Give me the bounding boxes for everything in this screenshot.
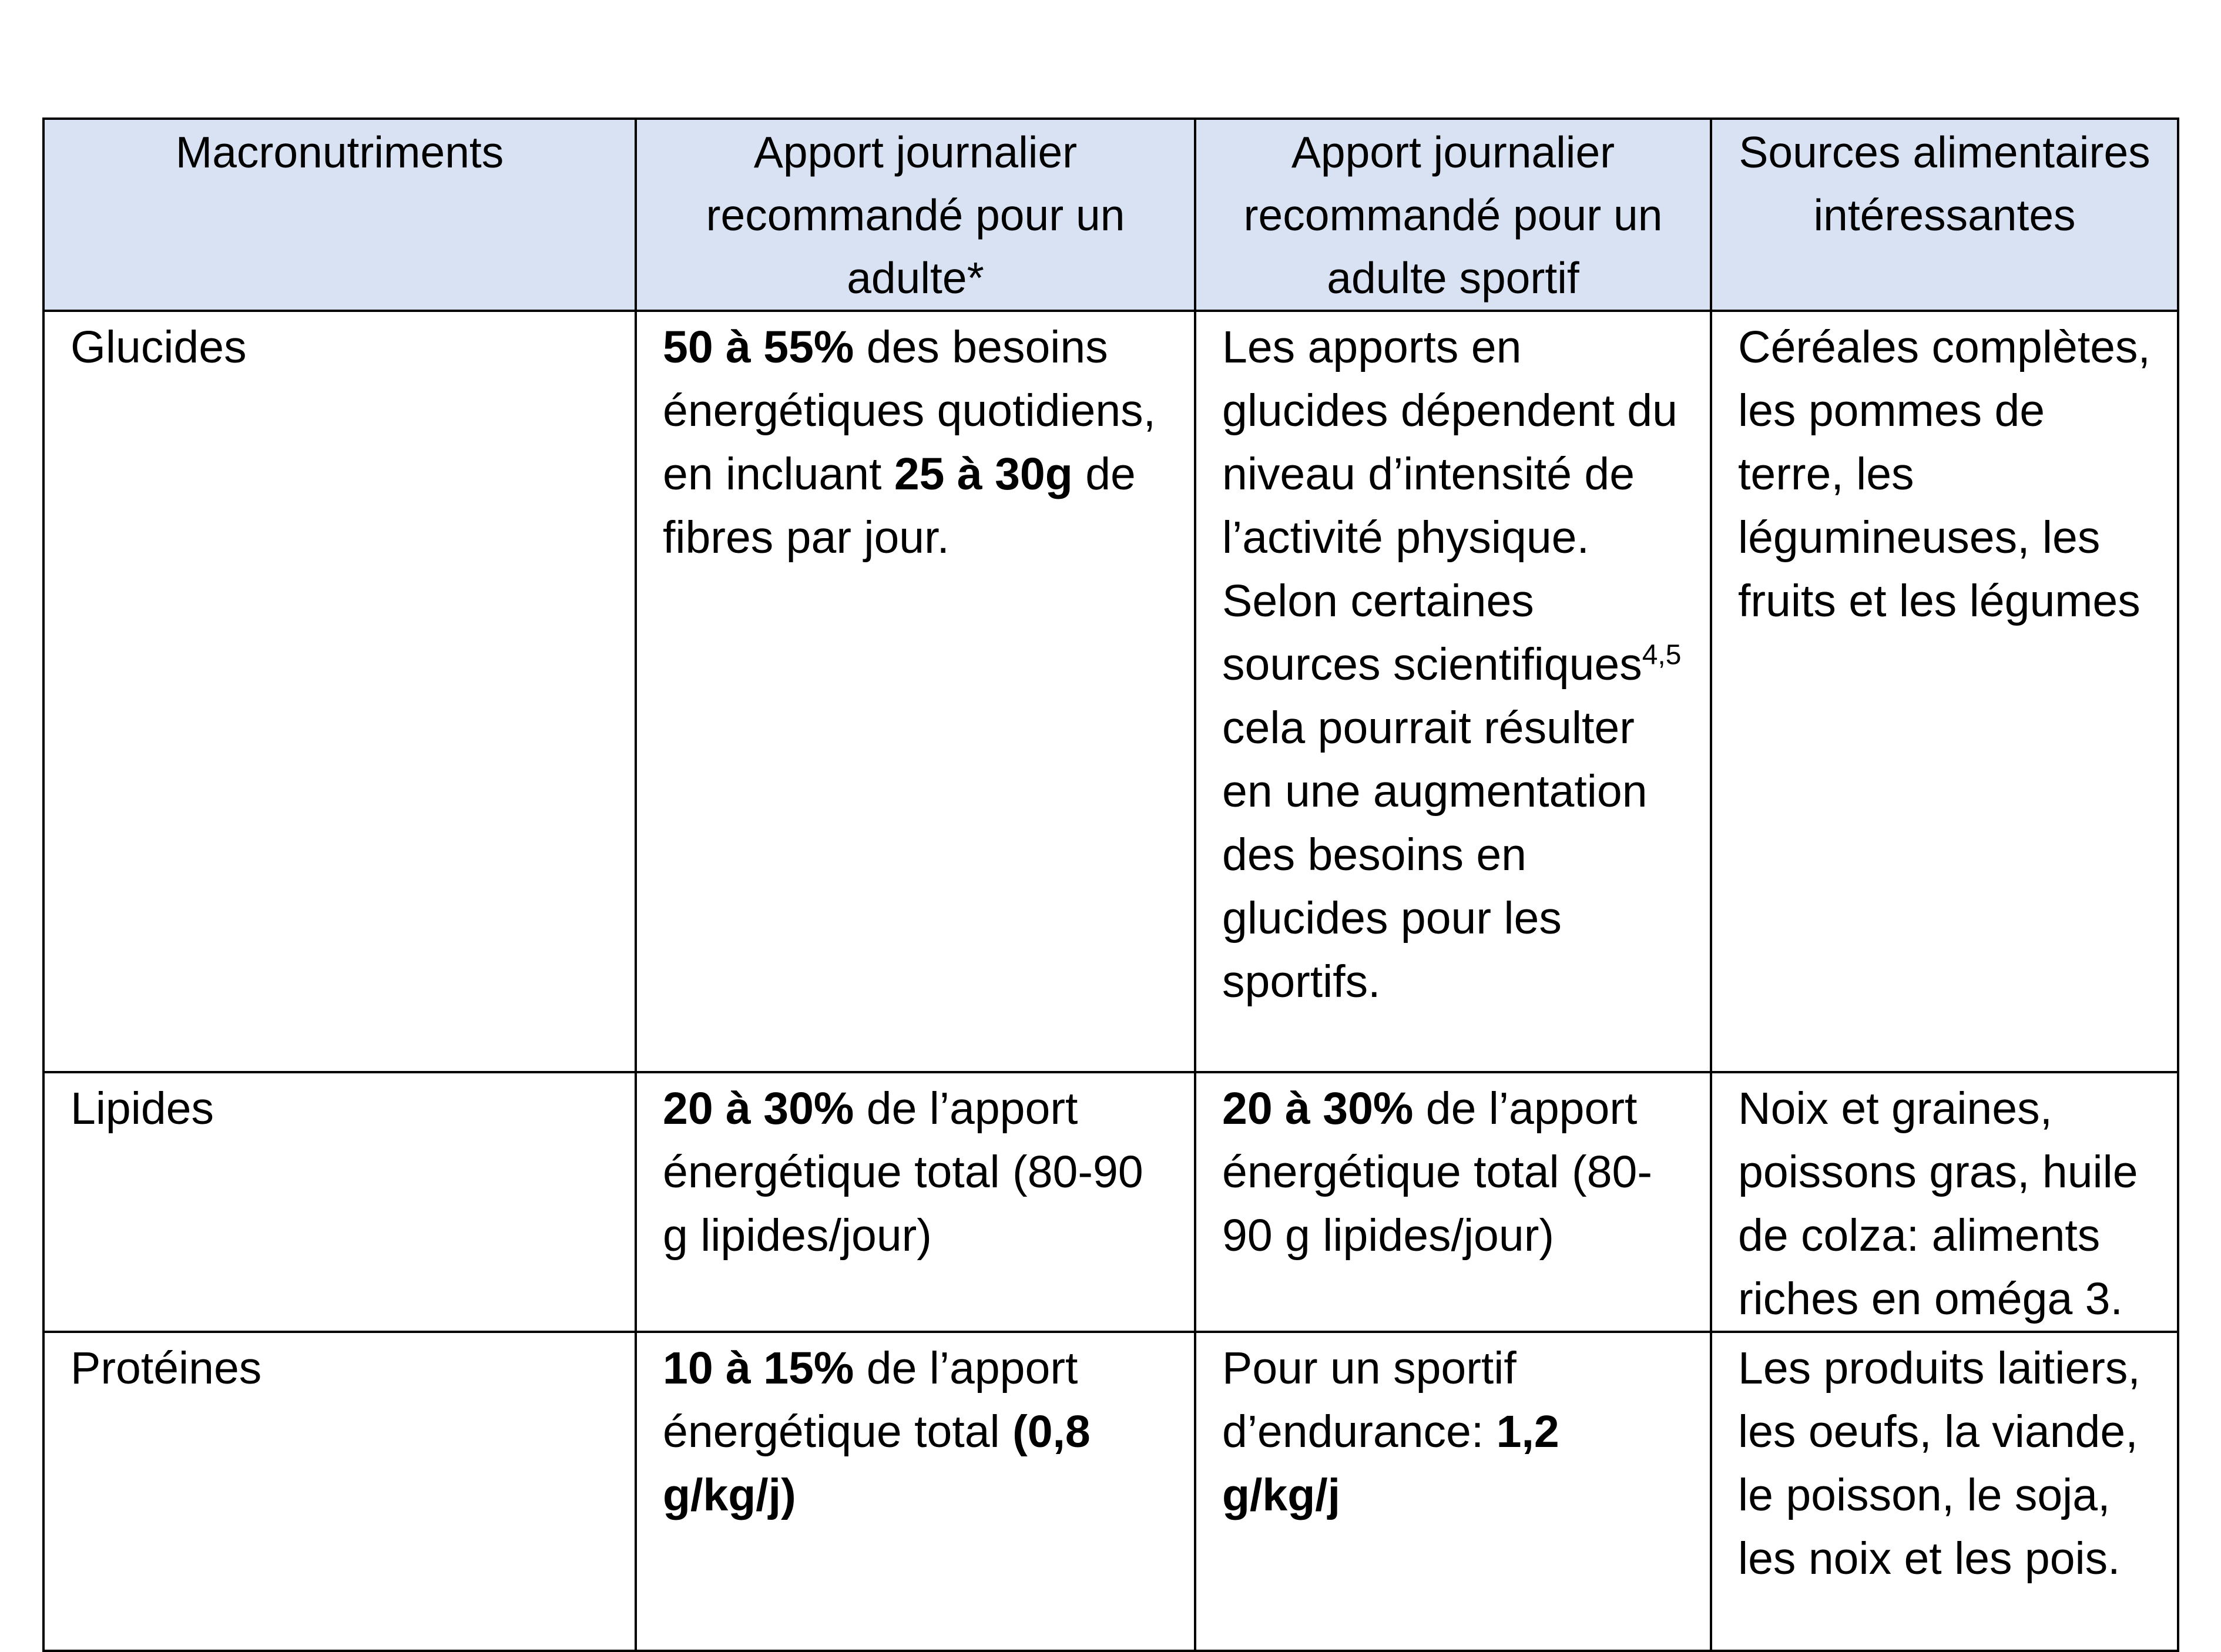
athlete-intake-cell <box>1195 1072 1711 1332</box>
bold-value: (0,8 g/kg/j) <box>663 1406 1091 1520</box>
bold-value: 10 à 15% <box>663 1343 854 1394</box>
table-row-lipides <box>43 1072 2178 1332</box>
bold-value: 50 à 55% <box>663 322 854 372</box>
food-sources-cell: Noix et graines, poissons gras, huile de colza: aliments riches en oméga 3. <box>1711 1072 2178 1332</box>
adult-intake-cell <box>636 311 1195 1072</box>
table-header-row <box>43 119 2178 311</box>
table-row-proteines <box>43 1332 2178 1651</box>
header-adult-intake: Apport journalier recommandé pour un adulte* <box>636 119 1195 311</box>
text-segment: des besoins énergétiques quotidiens, en incluant <box>663 322 1156 499</box>
food-sources-cell: Céréales complètes, les pommes de terre, les légumineuses, les fruits et les légumes <box>1711 311 2178 1072</box>
athlete-intake-cell <box>1195 1332 1711 1651</box>
header-food-sources: Sources alimentaires intéressantes <box>1711 119 2178 311</box>
text-segment: de l’apport énergétique total (80-90 g lipides/jour) <box>1222 1083 1652 1261</box>
athlete-intake-cell <box>1195 311 1711 1072</box>
text-segment: Les apports en glucides dépendent du niveau d’intensité de l’activité physique. Selon certaines sources scientifiques <box>1222 322 1678 690</box>
bold-value: 20 à 30% <box>1222 1083 1414 1134</box>
nutrient-name: Glucides <box>43 311 636 1072</box>
header-macronutriments: Macronutriments <box>43 119 636 311</box>
bold-value: 20 à 30% <box>663 1083 854 1134</box>
bold-value: 1,2 g/kg/j <box>1222 1406 1559 1520</box>
adult-intake-cell <box>636 1072 1195 1332</box>
text-segment: de l’apport énergétique total (80-90 g lipides/jour) <box>663 1083 1143 1261</box>
adult-intake-cell <box>636 1332 1195 1651</box>
text-segment: de l’apport énergétique total <box>663 1343 1078 1457</box>
text-segment: Pour un sportif d’endurance: <box>1222 1343 1517 1457</box>
text-segment: de fibres par jour. <box>663 449 1136 563</box>
bold-value: 25 à 30g <box>894 449 1073 499</box>
nutrient-name: Protéines <box>43 1332 636 1651</box>
text-segment: cela pourrait résulter en une augmentation des besoins en glucides pour les sportifs. <box>1222 703 1648 1007</box>
macronutrient-table <box>42 117 2179 1652</box>
table-row-glucides <box>43 311 2178 1072</box>
reference-superscript: 4,5 <box>1642 639 1682 671</box>
food-sources-cell: Les produits laitiers, les oeufs, la viande, le poisson, le soja, les noix et les pois. <box>1711 1332 2178 1651</box>
header-athlete-intake: Apport journalier recommandé pour un adulte sportif <box>1195 119 1711 311</box>
nutrient-name: Lipides <box>43 1072 636 1332</box>
